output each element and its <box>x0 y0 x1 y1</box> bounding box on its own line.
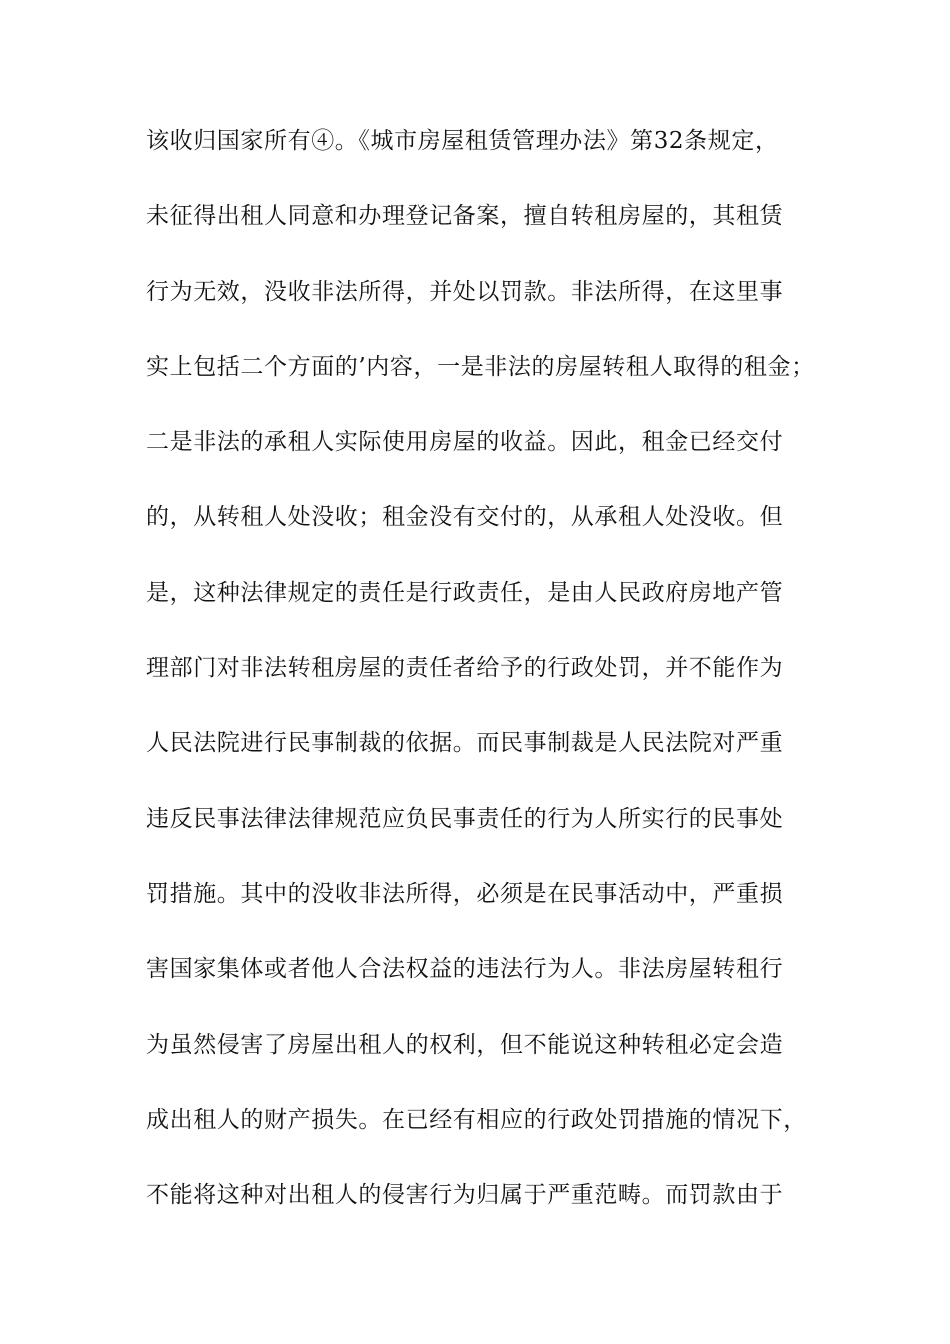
text-line: 违反民事法律法律规范应负民事责任的行为人所实行的民事处 <box>146 805 784 832</box>
text-line: 罚措施。其中的没收非法所得，必须是在民事活动中，严重损 <box>146 880 784 907</box>
text-line: 未征得出租人同意和办理登记备案，擅自转租房屋的，其租赁 <box>146 203 784 230</box>
text-line: 行为无效，没收非法所得，并处以罚款。非法所得，在这里事 <box>146 278 784 305</box>
text-line: 害国家集体或者他人合法权益的违法行为人。非法房屋转租行 <box>146 956 784 983</box>
text-line: 不能将这种对出租人的侵害行为归属于严重范畴。而罚款由于 <box>146 1182 784 1209</box>
text-line: 是，这种法律规定的责任是行政责任，是由人民政府房地产管 <box>146 579 784 606</box>
text-line: 实上包括二个方面的’内容，一是非法的房屋转租人取得的租金； <box>146 353 815 380</box>
text-line: 的，从转租人处没收；租金没有交付的，从承租人处没收。但 <box>146 504 784 531</box>
text-line: 人民法院进行民事制裁的依据。而民事制裁是人民法院对严重 <box>146 730 784 757</box>
text-line: 理部门对非法转租房屋的责任者给予的行政处罚，并不能作为 <box>146 655 784 682</box>
text-line: 成出租人的财产损失。在已经有相应的行政处罚措施的情况下， <box>146 1106 807 1133</box>
body-paragraph <box>146 128 836 1257</box>
text-line: 二是非法的承租人实际使用房屋的收益。因此，租金已经交付 <box>146 429 784 456</box>
text-line: 为虽然侵害了房屋出租人的权利，但不能说这种转租必定会造 <box>146 1031 784 1058</box>
text-line: 该收归国家所有④。《城市房屋租赁管理办法》第32条规定， <box>146 128 779 154</box>
